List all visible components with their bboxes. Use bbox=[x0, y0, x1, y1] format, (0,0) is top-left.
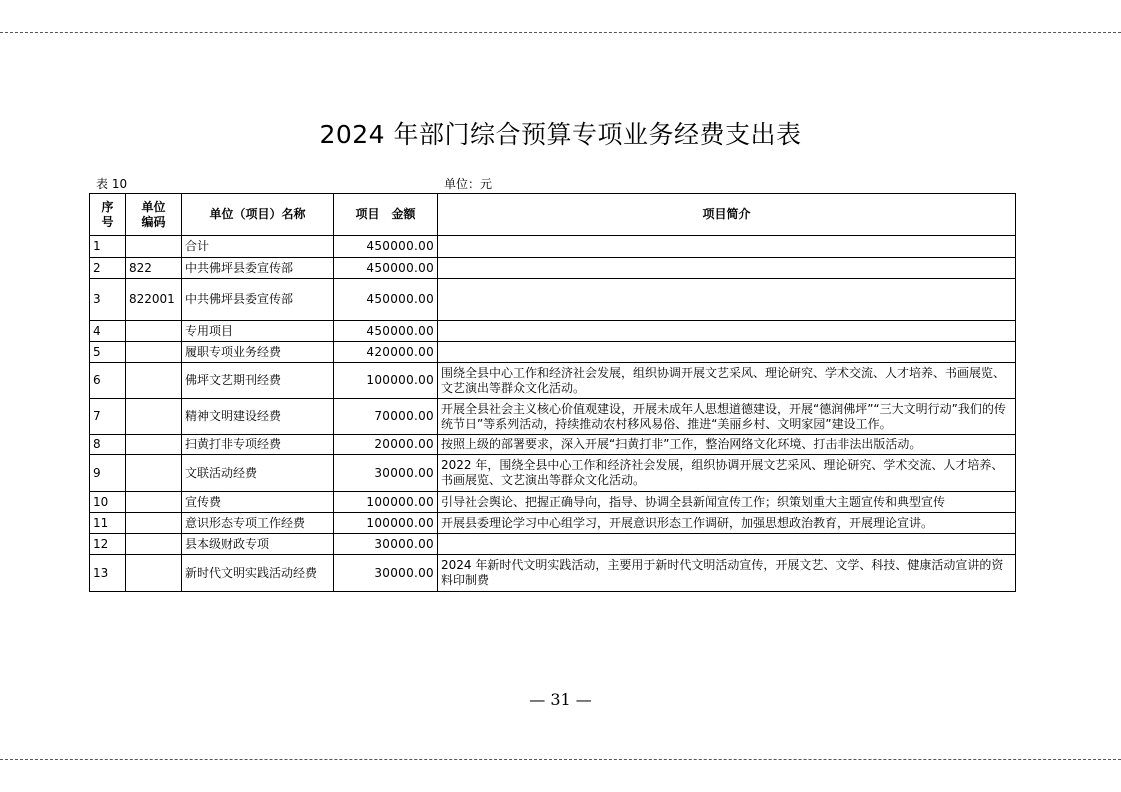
row-name: 扫黄打非专项经费 bbox=[182, 435, 334, 455]
row-seq: 1 bbox=[90, 236, 126, 258]
row-amount: 450000.00 bbox=[334, 321, 438, 342]
header-seq-line2: 号 bbox=[101, 214, 114, 229]
row-name: 履职专项业务经费 bbox=[182, 342, 334, 363]
row-amount: 420000.00 bbox=[334, 342, 438, 363]
header-seq bbox=[90, 194, 126, 236]
table-number: 表 10 bbox=[96, 177, 128, 191]
header-desc: 项目简介 bbox=[438, 194, 1016, 236]
table-row bbox=[90, 399, 1016, 435]
row-name: 县本级财政专项 bbox=[182, 534, 334, 555]
row-desc: 开展全县社会主义核心价值观建设，开展未成年人思想道德建设，开展“德润佛坪”“三大文明行动”我们的传统节日”等系列活动，持续推动农村移风易俗、推进“美丽乡村、文明家园”建设工作。 bbox=[438, 399, 1016, 435]
header-code-line2: 编码 bbox=[141, 214, 166, 229]
row-name: 意识形态专项工作经费 bbox=[182, 513, 334, 534]
table-row bbox=[90, 258, 1016, 279]
row-desc bbox=[438, 342, 1016, 363]
row-name: 中共佛坪县委宣传部 bbox=[182, 258, 334, 279]
row-code bbox=[126, 534, 182, 555]
row-desc: 开展县委理论学习中心组学习，开展意识形态工作调研，加强思想政治教育，开展理论宣讲。 bbox=[438, 513, 1016, 534]
row-seq: 9 bbox=[90, 455, 126, 492]
bottom-dashed-border bbox=[0, 759, 1121, 760]
row-seq: 6 bbox=[90, 363, 126, 399]
row-name: 精神文明建设经费 bbox=[182, 399, 334, 435]
header-seq-line1: 序 bbox=[101, 199, 114, 214]
table-row bbox=[90, 321, 1016, 342]
row-code bbox=[126, 455, 182, 492]
header-code bbox=[126, 194, 182, 236]
row-amount: 100000.00 bbox=[334, 492, 438, 513]
row-seq: 12 bbox=[90, 534, 126, 555]
row-desc bbox=[438, 534, 1016, 555]
row-seq: 5 bbox=[90, 342, 126, 363]
row-desc: 引导社会舆论、把握正确导向，指导、协调全县新闻宣传工作；织策划重大主题宣传和典型宣传 bbox=[438, 492, 1016, 513]
row-code bbox=[126, 435, 182, 455]
table-row bbox=[90, 342, 1016, 363]
row-code bbox=[126, 513, 182, 534]
row-seq: 13 bbox=[90, 555, 126, 592]
row-amount: 450000.00 bbox=[334, 258, 438, 279]
top-dashed-border bbox=[0, 32, 1121, 33]
table-row bbox=[90, 279, 1016, 321]
row-desc: 按照上级的部署要求，深入开展“扫黄打非”工作，整治网络文化环境、打击非法出版活动。 bbox=[438, 435, 1016, 455]
row-code bbox=[126, 363, 182, 399]
budget-table bbox=[89, 193, 1016, 592]
row-seq: 2 bbox=[90, 258, 126, 279]
row-amount: 100000.00 bbox=[334, 513, 438, 534]
page-number: — 31 — bbox=[529, 690, 592, 709]
row-name: 宣传费 bbox=[182, 492, 334, 513]
row-code bbox=[126, 399, 182, 435]
row-amount: 20000.00 bbox=[334, 435, 438, 455]
table-row bbox=[90, 555, 1016, 592]
row-code bbox=[126, 236, 182, 258]
page-title: 2024 年部门综合预算专项业务经费支出表 bbox=[319, 120, 802, 149]
row-seq: 4 bbox=[90, 321, 126, 342]
row-desc bbox=[438, 321, 1016, 342]
row-code bbox=[126, 555, 182, 592]
table-row bbox=[90, 455, 1016, 492]
row-name: 新时代文明实践活动经费 bbox=[182, 555, 334, 592]
row-name: 文联活动经费 bbox=[182, 455, 334, 492]
row-desc: 2024 年新时代文明实践活动，主要用于新时代文明活动宣传，开展文艺、文学、科技、健康活动宣讲的资料印制费 bbox=[438, 555, 1016, 592]
table-row bbox=[90, 236, 1016, 258]
table-row bbox=[90, 435, 1016, 455]
row-name: 合计 bbox=[182, 236, 334, 258]
row-seq: 11 bbox=[90, 513, 126, 534]
row-seq: 3 bbox=[90, 279, 126, 321]
row-name: 佛坪文艺期刊经费 bbox=[182, 363, 334, 399]
header-code-line1: 单位 bbox=[141, 199, 166, 214]
row-seq: 8 bbox=[90, 435, 126, 455]
row-desc: 围绕全县中心工作和经济社会发展，组织协调开展文艺采风、理论研究、学术交流、人才培养、书画展览、文艺演出等群众文化活动。 bbox=[438, 363, 1016, 399]
row-desc bbox=[438, 279, 1016, 321]
row-code: 822001 bbox=[126, 279, 182, 321]
row-code: 822 bbox=[126, 258, 182, 279]
header-name: 单位（项目）名称 bbox=[182, 194, 334, 236]
row-seq: 10 bbox=[90, 492, 126, 513]
row-amount: 70000.00 bbox=[334, 399, 438, 435]
row-code bbox=[126, 342, 182, 363]
row-amount: 450000.00 bbox=[334, 279, 438, 321]
table-row bbox=[90, 492, 1016, 513]
table-header-row bbox=[90, 194, 1016, 236]
row-amount: 100000.00 bbox=[334, 363, 438, 399]
row-name: 中共佛坪县委宣传部 bbox=[182, 279, 334, 321]
row-code bbox=[126, 321, 182, 342]
table-row bbox=[90, 513, 1016, 534]
row-amount: 30000.00 bbox=[334, 534, 438, 555]
table-row bbox=[90, 534, 1016, 555]
row-name: 专用项目 bbox=[182, 321, 334, 342]
table-row bbox=[90, 363, 1016, 399]
row-amount: 450000.00 bbox=[334, 236, 438, 258]
row-seq: 7 bbox=[90, 399, 126, 435]
row-amount: 30000.00 bbox=[334, 555, 438, 592]
header-amount: 项目 金额 bbox=[334, 194, 438, 236]
unit-label: 单位：元 bbox=[444, 177, 493, 191]
row-amount: 30000.00 bbox=[334, 455, 438, 492]
row-desc bbox=[438, 258, 1016, 279]
row-desc: 2022 年，围绕全县中心工作和经济社会发展，组织协调开展文艺采风、理论研究、学术交流、人才培养、书画展览、文艺演出等群众文化活动。 bbox=[438, 455, 1016, 492]
row-code bbox=[126, 492, 182, 513]
row-desc bbox=[438, 236, 1016, 258]
